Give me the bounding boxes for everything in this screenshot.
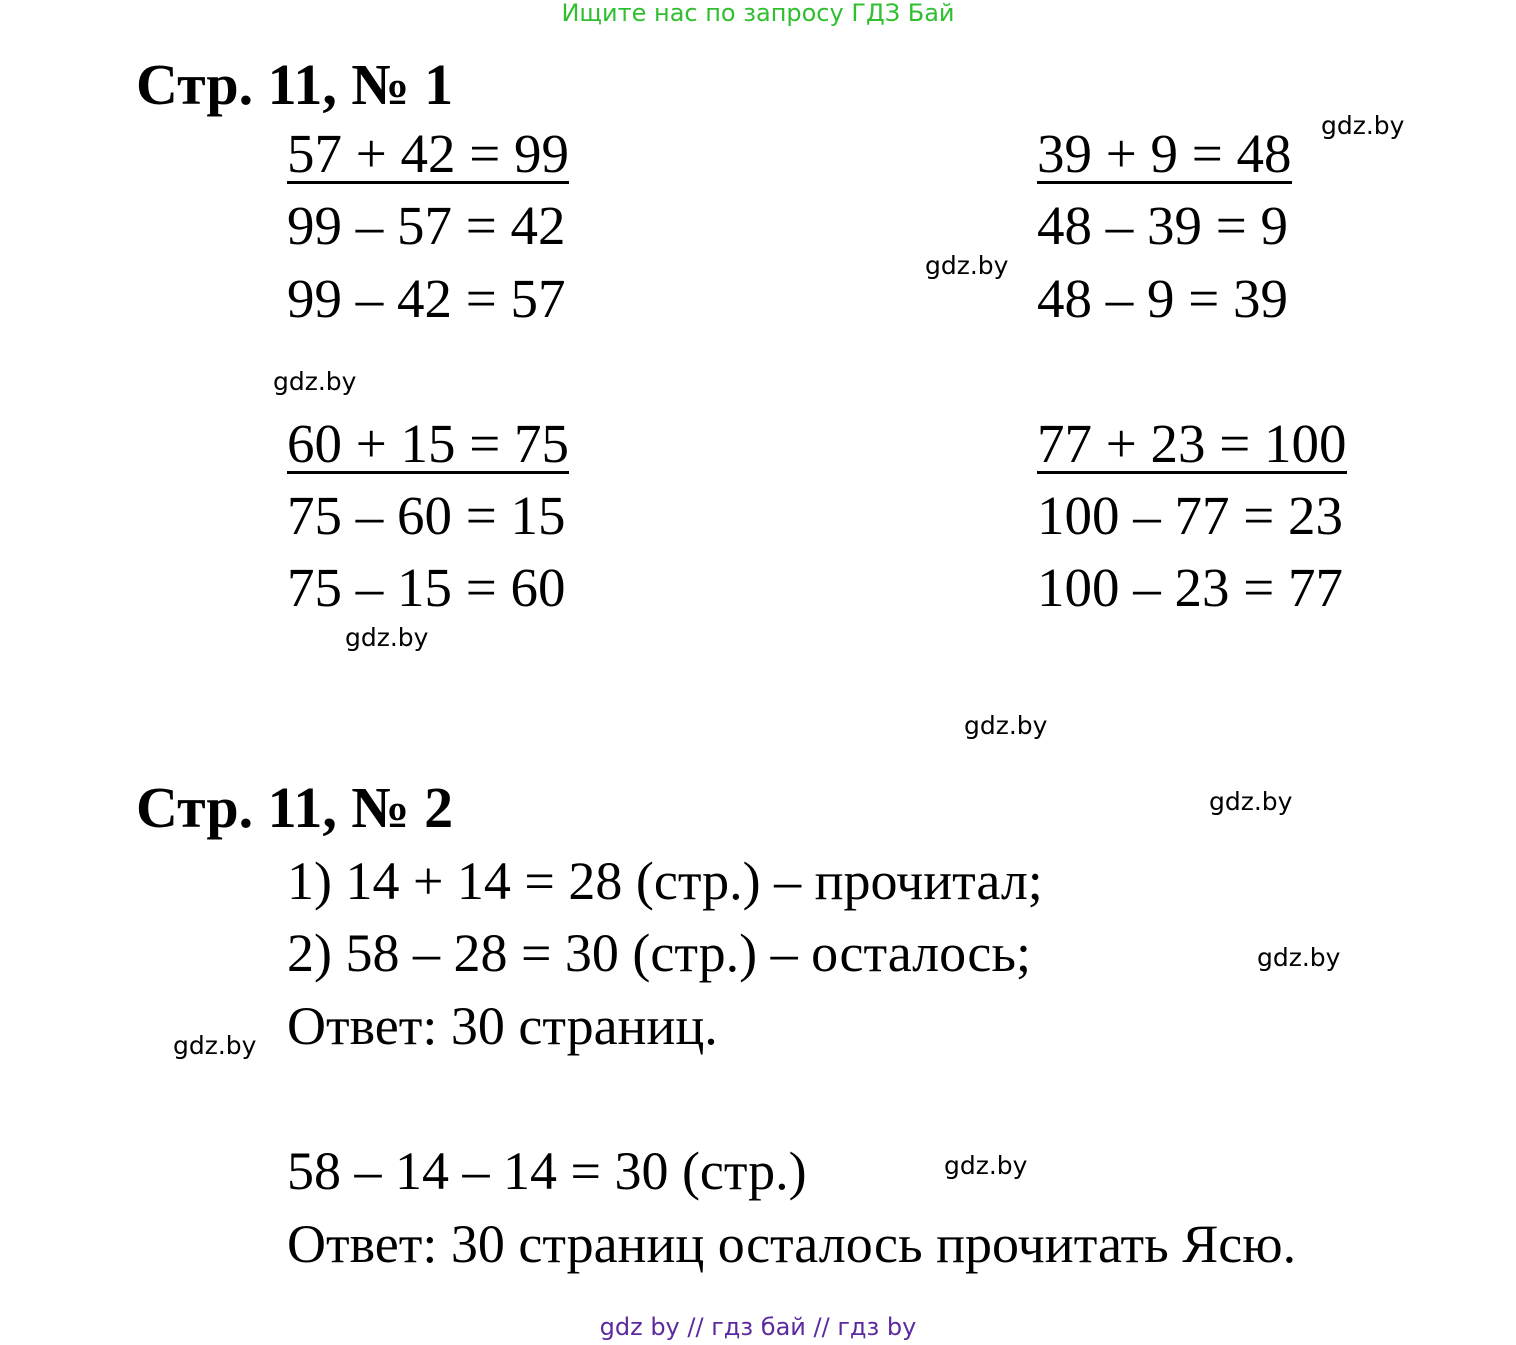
watermark: gdz.by: [1321, 111, 1405, 140]
group1-diff1: 99 – 57 = 42: [287, 195, 566, 256]
group2-sum: 39 + 9 = 48: [1037, 123, 1292, 184]
group2-diff2: 48 – 9 = 39: [1037, 268, 1289, 329]
task2-expression: 58 – 14 – 14 = 30 (стр.): [287, 1141, 807, 1201]
footer-links: gdz by // гдз бай // гдз by: [599, 1313, 917, 1341]
watermark: gdz.by: [345, 623, 429, 652]
search-banner: Ищите нас по запросу ГДЗ Бай: [561, 0, 955, 27]
group3-diff2: 75 – 15 = 60: [287, 557, 566, 618]
task2-step2: 2) 58 – 28 = 30 (стр.) – осталось;: [287, 923, 1032, 983]
group1-sum: 57 + 42 = 99: [287, 123, 570, 184]
watermark: gdz.by: [944, 1151, 1028, 1180]
watermark: gdz.by: [925, 251, 1009, 280]
watermark: gdz.by: [173, 1031, 257, 1060]
watermark: gdz.by: [964, 711, 1048, 740]
task2-answer2: Ответ: 30 страниц осталось прочитать Ясю.: [287, 1214, 1297, 1274]
task2-step1: 1) 14 + 14 = 28 (стр.) – прочитал;: [287, 851, 1043, 911]
group3-diff1: 75 – 60 = 15: [287, 485, 566, 546]
group4-diff1: 100 – 77 = 23: [1037, 485, 1344, 546]
group2-diff1: 48 – 39 = 9: [1037, 195, 1289, 256]
task1-heading: Стр. 11, № 1: [136, 52, 454, 117]
task2-heading: Стр. 11, № 2: [136, 775, 454, 840]
task2-answer1: Ответ: 30 страниц.: [287, 996, 718, 1056]
watermark: gdz.by: [1257, 943, 1341, 972]
watermark: gdz.by: [1209, 787, 1293, 816]
watermark: gdz.by: [273, 367, 357, 396]
group1-diff2: 99 – 42 = 57: [287, 268, 566, 329]
group3-sum: 60 + 15 = 75: [287, 413, 570, 474]
group4-diff2: 100 – 23 = 77: [1037, 557, 1344, 618]
group4-sum: 77 + 23 = 100: [1037, 413, 1347, 474]
